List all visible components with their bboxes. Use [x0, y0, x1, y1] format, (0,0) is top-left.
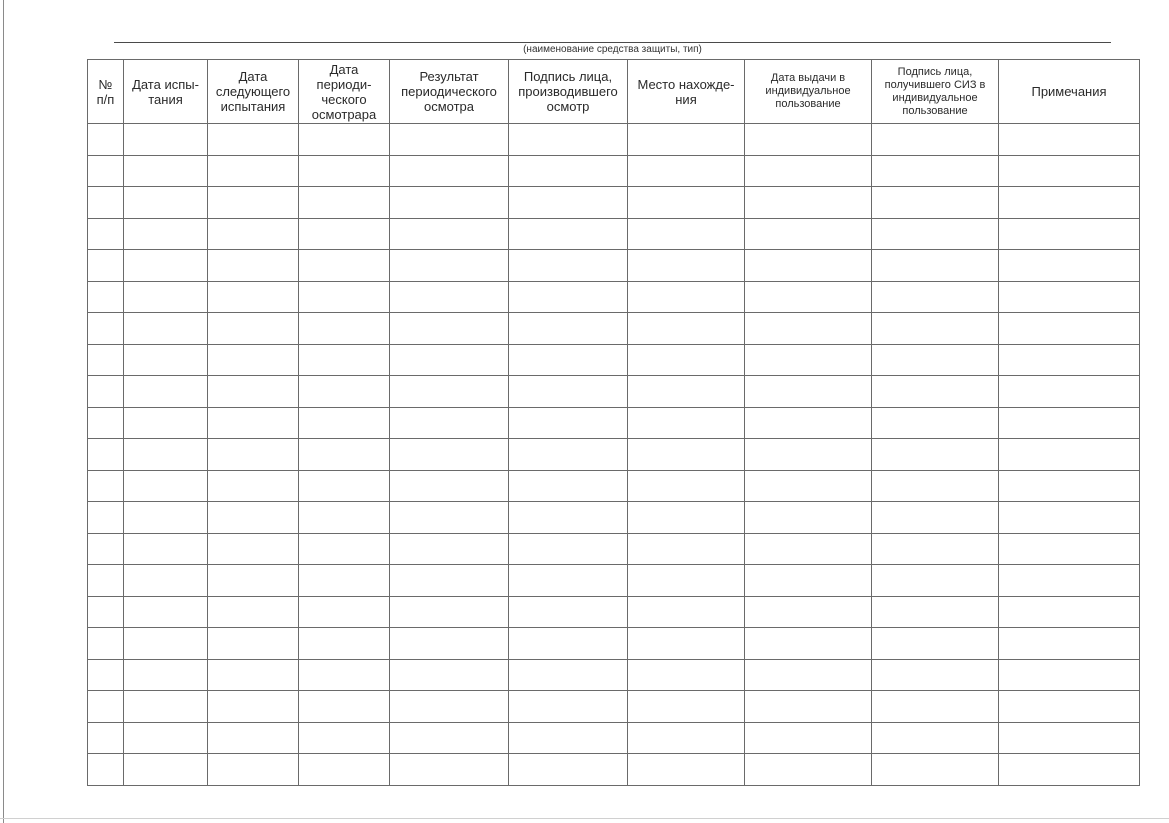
table-cell[interactable]	[999, 124, 1140, 156]
table-cell[interactable]	[124, 376, 208, 408]
table-cell[interactable]	[745, 439, 872, 471]
table-cell[interactable]	[745, 281, 872, 313]
table-cell[interactable]	[872, 533, 999, 565]
table-cell[interactable]	[390, 376, 509, 408]
table-cell[interactable]	[88, 407, 124, 439]
table-cell[interactable]	[745, 155, 872, 187]
table-cell[interactable]	[299, 754, 390, 786]
table-cell[interactable]	[124, 124, 208, 156]
table-cell[interactable]	[390, 313, 509, 345]
table-cell[interactable]	[872, 439, 999, 471]
table-cell[interactable]	[628, 344, 745, 376]
table-cell[interactable]	[745, 344, 872, 376]
table-cell[interactable]	[628, 470, 745, 502]
table-cell[interactable]	[299, 250, 390, 282]
table-cell[interactable]	[390, 407, 509, 439]
table-cell[interactable]	[999, 250, 1140, 282]
table-cell[interactable]	[208, 439, 299, 471]
table-cell[interactable]	[509, 439, 628, 471]
table-cell[interactable]	[745, 691, 872, 723]
table-cell[interactable]	[299, 155, 390, 187]
table-cell[interactable]	[299, 533, 390, 565]
table-row	[88, 533, 1140, 565]
table-cell[interactable]	[872, 470, 999, 502]
table-cell[interactable]	[88, 565, 124, 597]
table-row	[88, 250, 1140, 282]
table-row	[88, 155, 1140, 187]
table-cell[interactable]	[88, 502, 124, 534]
table-cell[interactable]	[872, 691, 999, 723]
table-cell[interactable]	[999, 565, 1140, 597]
header-recipient-signature: Подпись лица, получившего СИЗ в индивидуальное пользование	[872, 60, 999, 124]
table-cell[interactable]	[88, 187, 124, 219]
table-cell[interactable]	[124, 250, 208, 282]
table-cell[interactable]	[390, 344, 509, 376]
table-cell[interactable]	[745, 533, 872, 565]
table-cell[interactable]	[999, 376, 1140, 408]
table-cell[interactable]	[999, 281, 1140, 313]
table-cell[interactable]	[208, 596, 299, 628]
table-cell[interactable]	[88, 218, 124, 250]
table-cell[interactable]	[745, 722, 872, 754]
table-cell[interactable]	[208, 124, 299, 156]
table-cell[interactable]	[208, 155, 299, 187]
table-cell[interactable]	[872, 313, 999, 345]
table-cell[interactable]	[299, 218, 390, 250]
header-inspector-signature: Подпись лица, производившего осмотр	[509, 60, 628, 124]
table-cell[interactable]	[628, 439, 745, 471]
table-cell[interactable]	[390, 659, 509, 691]
page-bottom-edge	[0, 818, 1169, 819]
header-issue-date: Дата выдачи в индивидуальное пользование	[745, 60, 872, 124]
table-cell[interactable]	[208, 659, 299, 691]
table-cell[interactable]	[390, 565, 509, 597]
table-cell[interactable]	[745, 659, 872, 691]
table-cell[interactable]	[299, 628, 390, 660]
table-cell[interactable]	[628, 565, 745, 597]
table-cell[interactable]	[872, 628, 999, 660]
table-cell[interactable]	[999, 439, 1140, 471]
table-cell[interactable]	[999, 218, 1140, 250]
table-cell[interactable]	[88, 754, 124, 786]
table-cell[interactable]	[999, 407, 1140, 439]
table-cell[interactable]	[124, 313, 208, 345]
table-cell[interactable]	[208, 722, 299, 754]
table-cell[interactable]	[124, 628, 208, 660]
table-cell[interactable]	[872, 344, 999, 376]
table-cell[interactable]	[509, 124, 628, 156]
table-cell[interactable]	[208, 187, 299, 219]
table-cell[interactable]	[999, 596, 1140, 628]
table-cell[interactable]	[509, 691, 628, 723]
table-cell[interactable]	[208, 565, 299, 597]
table-cell[interactable]	[390, 218, 509, 250]
table-cell[interactable]	[299, 313, 390, 345]
table-cell[interactable]	[509, 533, 628, 565]
table-cell[interactable]	[628, 691, 745, 723]
table-cell[interactable]	[208, 376, 299, 408]
table-cell[interactable]	[124, 155, 208, 187]
table-cell[interactable]	[509, 187, 628, 219]
table-cell[interactable]	[124, 281, 208, 313]
table-cell[interactable]	[208, 407, 299, 439]
table-cell[interactable]	[390, 691, 509, 723]
table-cell[interactable]	[509, 313, 628, 345]
table-cell[interactable]	[872, 376, 999, 408]
table-cell[interactable]	[390, 124, 509, 156]
table-cell[interactable]	[124, 659, 208, 691]
table-cell[interactable]	[208, 754, 299, 786]
table-cell[interactable]	[628, 533, 745, 565]
table-cell[interactable]	[872, 596, 999, 628]
table-cell[interactable]	[745, 313, 872, 345]
table-cell[interactable]	[999, 628, 1140, 660]
table-cell[interactable]	[390, 250, 509, 282]
table-cell[interactable]	[208, 250, 299, 282]
table-cell[interactable]	[745, 218, 872, 250]
table-cell[interactable]	[88, 376, 124, 408]
table-cell[interactable]	[745, 376, 872, 408]
table-cell[interactable]	[509, 281, 628, 313]
table-cell[interactable]	[509, 155, 628, 187]
header-next-test-date: Дата следующего испытания	[208, 60, 299, 124]
table-cell[interactable]	[999, 502, 1140, 534]
table-cell[interactable]	[999, 344, 1140, 376]
table-cell[interactable]	[299, 187, 390, 219]
table-cell[interactable]	[509, 250, 628, 282]
table-cell[interactable]	[999, 155, 1140, 187]
table-cell[interactable]	[88, 155, 124, 187]
table-cell[interactable]	[124, 187, 208, 219]
table-cell[interactable]	[628, 754, 745, 786]
table-cell[interactable]	[509, 722, 628, 754]
table-cell[interactable]	[208, 502, 299, 534]
header-inspection-result: Результат периодического осмотра	[390, 60, 509, 124]
table-cell[interactable]	[88, 250, 124, 282]
table-cell[interactable]	[299, 691, 390, 723]
table-header	[88, 60, 1140, 124]
table-cell[interactable]	[745, 124, 872, 156]
table-cell[interactable]	[628, 596, 745, 628]
table-cell[interactable]	[299, 722, 390, 754]
table-cell[interactable]	[208, 691, 299, 723]
table-cell[interactable]	[628, 281, 745, 313]
table-row	[88, 439, 1140, 471]
table-cell[interactable]	[208, 628, 299, 660]
table-cell[interactable]	[124, 218, 208, 250]
table-cell[interactable]	[124, 754, 208, 786]
table-cell[interactable]	[509, 502, 628, 534]
table-cell[interactable]	[299, 659, 390, 691]
table-cell[interactable]	[88, 344, 124, 376]
table-cell[interactable]	[299, 470, 390, 502]
table-cell[interactable]	[509, 659, 628, 691]
table-cell[interactable]	[745, 754, 872, 786]
table-row	[88, 754, 1140, 786]
table-cell[interactable]	[208, 470, 299, 502]
table-cell[interactable]	[509, 565, 628, 597]
table-cell[interactable]	[390, 281, 509, 313]
table-cell[interactable]	[88, 533, 124, 565]
header-row	[88, 60, 1140, 124]
table-row	[88, 691, 1140, 723]
table-cell[interactable]	[628, 376, 745, 408]
table-cell[interactable]	[124, 439, 208, 471]
table-cell[interactable]	[390, 628, 509, 660]
table-cell[interactable]	[872, 218, 999, 250]
table-row	[88, 376, 1140, 408]
table-cell[interactable]	[208, 533, 299, 565]
table-row	[88, 187, 1140, 219]
table-cell[interactable]	[124, 691, 208, 723]
table-cell[interactable]	[999, 470, 1140, 502]
table-row	[88, 124, 1140, 156]
table-row	[88, 722, 1140, 754]
table-cell[interactable]	[299, 344, 390, 376]
table-cell[interactable]	[124, 407, 208, 439]
table-cell[interactable]	[745, 628, 872, 660]
table-cell[interactable]	[88, 281, 124, 313]
table-row	[88, 407, 1140, 439]
table-cell[interactable]	[509, 376, 628, 408]
table-cell[interactable]	[208, 313, 299, 345]
table-cell[interactable]	[509, 218, 628, 250]
table-cell[interactable]	[628, 502, 745, 534]
table-cell[interactable]	[88, 439, 124, 471]
table-cell[interactable]	[88, 628, 124, 660]
table-cell[interactable]	[509, 344, 628, 376]
table-row	[88, 596, 1140, 628]
table-cell[interactable]	[390, 754, 509, 786]
table-cell[interactable]	[872, 754, 999, 786]
table-cell[interactable]	[999, 533, 1140, 565]
table-cell[interactable]	[208, 344, 299, 376]
table-cell[interactable]	[124, 565, 208, 597]
table-cell[interactable]	[628, 659, 745, 691]
table-row	[88, 502, 1140, 534]
table-row	[88, 470, 1140, 502]
table-cell[interactable]	[124, 470, 208, 502]
header-notes: Примечания	[999, 60, 1140, 124]
table-cell[interactable]	[509, 628, 628, 660]
table-cell[interactable]	[872, 565, 999, 597]
table-cell[interactable]	[390, 502, 509, 534]
table-cell[interactable]	[628, 155, 745, 187]
table-cell[interactable]	[88, 691, 124, 723]
table-cell[interactable]	[88, 659, 124, 691]
table-cell[interactable]	[999, 722, 1140, 754]
page-left-edge	[3, 0, 4, 823]
table-row	[88, 313, 1140, 345]
table-cell[interactable]	[872, 250, 999, 282]
table-cell[interactable]	[745, 596, 872, 628]
table-cell[interactable]	[872, 659, 999, 691]
table-cell[interactable]	[88, 722, 124, 754]
header-test-date: Дата испы- тания	[124, 60, 208, 124]
table-cell[interactable]	[208, 281, 299, 313]
table-cell[interactable]	[299, 502, 390, 534]
table-cell[interactable]	[299, 407, 390, 439]
table-row	[88, 565, 1140, 597]
table-cell[interactable]	[872, 281, 999, 313]
table-cell[interactable]	[390, 155, 509, 187]
header-location: Место нахожде- ния	[628, 60, 745, 124]
table-cell[interactable]	[628, 313, 745, 345]
table-body	[88, 124, 1140, 786]
table-cell[interactable]	[745, 470, 872, 502]
table-cell[interactable]	[208, 218, 299, 250]
table-cell[interactable]	[745, 407, 872, 439]
table-cell[interactable]	[390, 722, 509, 754]
table-cell[interactable]	[999, 313, 1140, 345]
table-cell[interactable]	[872, 722, 999, 754]
table-row	[88, 659, 1140, 691]
table-cell[interactable]	[390, 470, 509, 502]
equipment-name-line	[114, 42, 1111, 43]
table-cell[interactable]	[124, 596, 208, 628]
table-cell[interactable]	[999, 754, 1140, 786]
table-cell[interactable]	[872, 187, 999, 219]
table-cell[interactable]	[299, 565, 390, 597]
table-cell[interactable]	[390, 533, 509, 565]
table-cell[interactable]	[509, 407, 628, 439]
table-cell[interactable]	[628, 722, 745, 754]
table-cell[interactable]	[628, 250, 745, 282]
table-cell[interactable]	[872, 407, 999, 439]
table-cell[interactable]	[124, 502, 208, 534]
table-cell[interactable]	[628, 628, 745, 660]
table-cell[interactable]	[999, 659, 1140, 691]
table-cell[interactable]	[628, 218, 745, 250]
equipment-name-caption: (наименование средства защиты, тип)	[523, 44, 702, 55]
table-cell[interactable]	[124, 722, 208, 754]
table-cell[interactable]	[88, 124, 124, 156]
table-cell[interactable]	[999, 187, 1140, 219]
header-row-number: № п/п	[88, 60, 124, 124]
table-cell[interactable]	[299, 376, 390, 408]
table-cell[interactable]	[390, 596, 509, 628]
table-cell[interactable]	[872, 155, 999, 187]
table-cell[interactable]	[299, 439, 390, 471]
table-cell[interactable]	[628, 124, 745, 156]
table-cell[interactable]	[745, 565, 872, 597]
table-row	[88, 344, 1140, 376]
table-row	[88, 218, 1140, 250]
table-cell[interactable]	[124, 344, 208, 376]
table-cell[interactable]	[509, 754, 628, 786]
table-cell[interactable]	[745, 187, 872, 219]
table-cell[interactable]	[88, 313, 124, 345]
table-cell[interactable]	[509, 470, 628, 502]
header-periodic-inspection-date: Дата периоди- ческого осмотрара	[299, 60, 390, 124]
table-cell[interactable]	[390, 439, 509, 471]
table-cell[interactable]	[999, 691, 1140, 723]
table-cell[interactable]	[872, 124, 999, 156]
table-cell[interactable]	[124, 533, 208, 565]
table-cell[interactable]	[745, 502, 872, 534]
inspection-journal-table	[87, 59, 1140, 786]
table-row	[88, 628, 1140, 660]
table-cell[interactable]	[628, 407, 745, 439]
table-row	[88, 281, 1140, 313]
table-cell[interactable]	[88, 470, 124, 502]
table-cell[interactable]	[509, 596, 628, 628]
table-cell[interactable]	[390, 187, 509, 219]
table-cell[interactable]	[88, 596, 124, 628]
table-cell[interactable]	[872, 502, 999, 534]
table-cell[interactable]	[745, 250, 872, 282]
table-cell[interactable]	[299, 124, 390, 156]
table-cell[interactable]	[299, 281, 390, 313]
table-cell[interactable]	[628, 187, 745, 219]
table-cell[interactable]	[299, 596, 390, 628]
